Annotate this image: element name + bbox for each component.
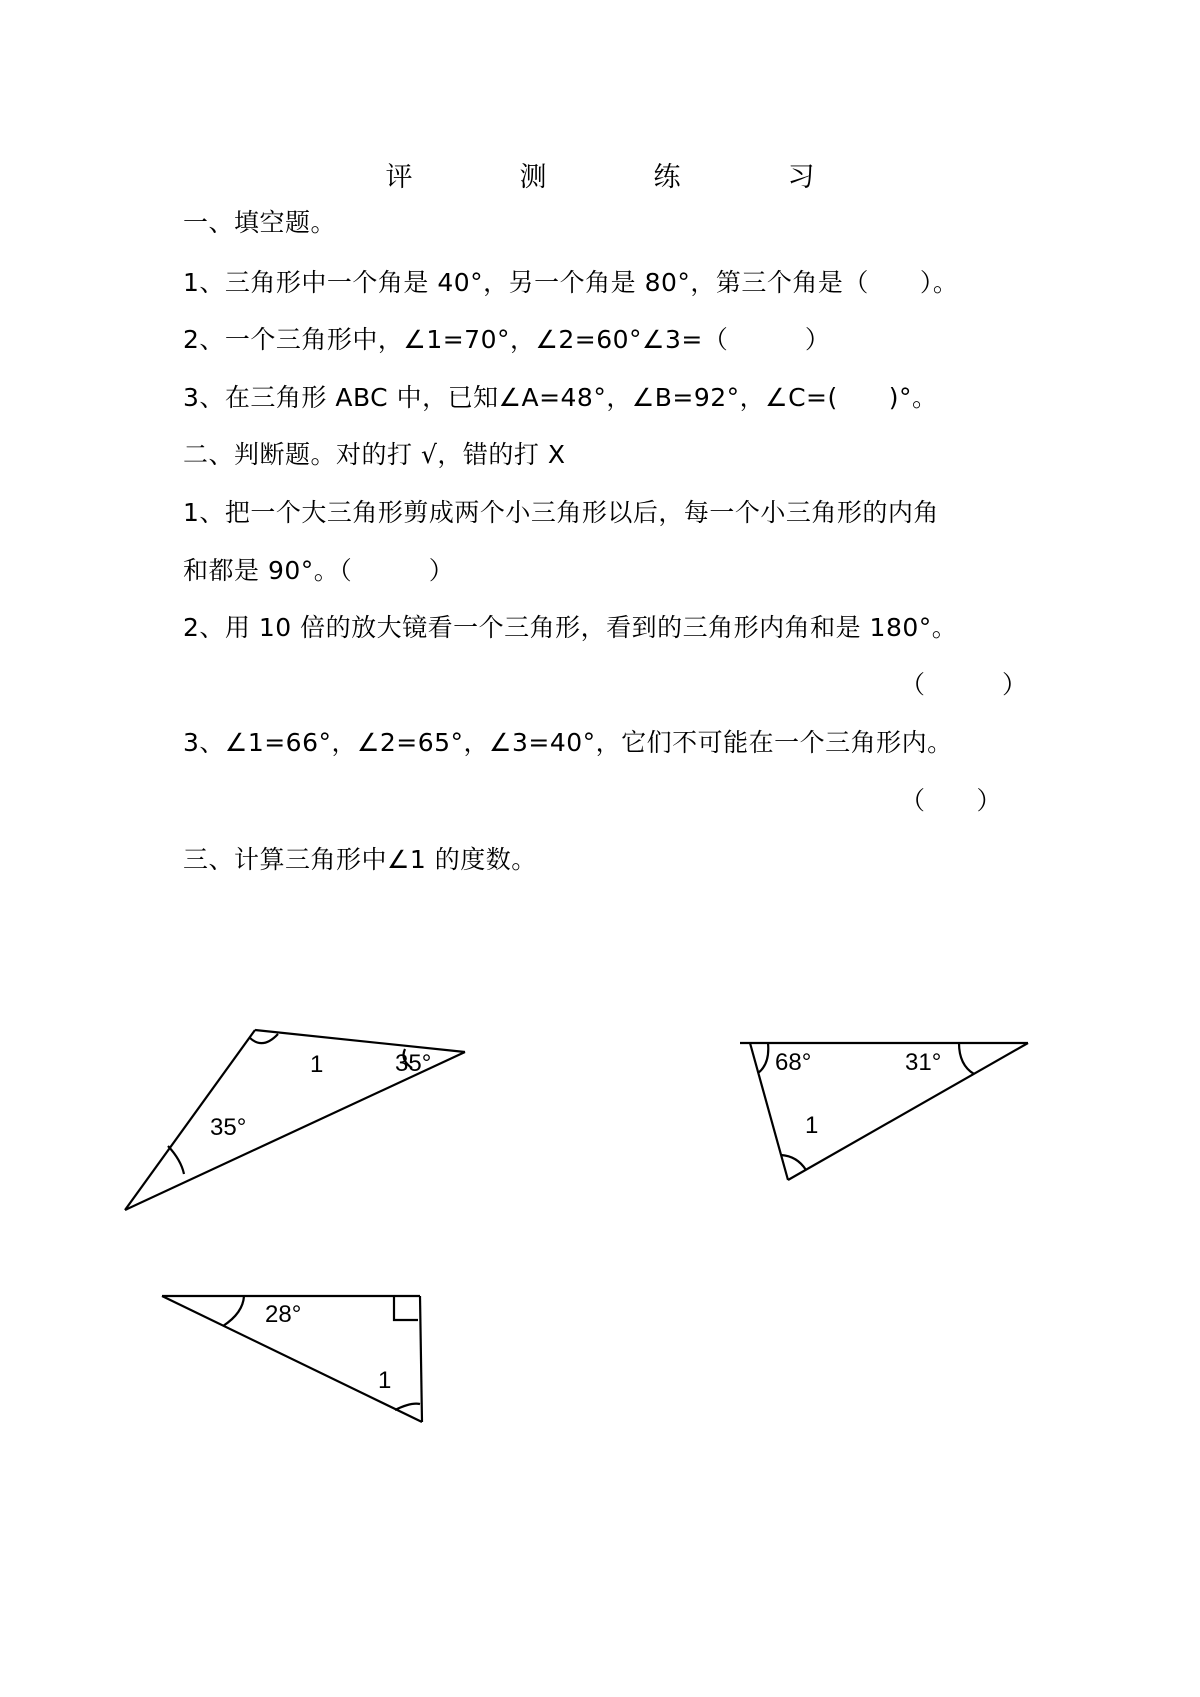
triangle-b-right-label: 31° bbox=[905, 1049, 942, 1076]
question-fill-1: 1、三角形中一个角是 40°，另一个角是 80°，第三个角是（ ）。 bbox=[183, 268, 959, 297]
question-fill-2: 2、一个三角形中，∠1=70°，∠2=60°∠3=（ ） bbox=[183, 325, 831, 354]
section-heading-calc: 三、计算三角形中∠1 的度数。 bbox=[183, 845, 537, 874]
page-title: 评 测 练 习 bbox=[385, 162, 855, 193]
triangle-b-bottom-label: 1 bbox=[805, 1112, 819, 1139]
triangle-a-top-label: 1 bbox=[310, 1051, 324, 1078]
section-heading-judge: 二、判断题。对的打 √，错的打 X bbox=[183, 440, 566, 469]
triangle-a-right-label: 35° bbox=[395, 1050, 432, 1077]
section-heading-fill-blank: 一、填空题。 bbox=[183, 208, 337, 237]
question-judge-1-line2: 和都是 90°。（ ） bbox=[183, 556, 455, 585]
question-judge-1-line1: 1、把一个大三角形剪成两个小三角形以后，每一个小三角形的内角 bbox=[183, 498, 939, 527]
question-judge-3-answer-bracket: （ ） bbox=[900, 786, 1003, 815]
question-judge-3: 3、∠1=66°，∠2=65°，∠3=40°，它们不可能在一个三角形内。 bbox=[183, 728, 953, 757]
triangle-c-left-label: 28° bbox=[265, 1301, 302, 1328]
triangle-b-left-label: 68° bbox=[775, 1049, 812, 1076]
triangle-c-bottom-right-label: 1 bbox=[378, 1367, 392, 1394]
triangle-a-left-label: 35° bbox=[210, 1114, 247, 1141]
question-judge-2-answer-bracket: （ ） bbox=[900, 670, 1028, 699]
question-judge-2: 2、用 10 倍的放大镜看一个三角形，看到的三角形内角和是 180°。 bbox=[183, 613, 958, 642]
question-fill-3: 3、在三角形 ABC 中，已知∠A=48°，∠B=92°，∠C=( )°。 bbox=[183, 383, 938, 412]
